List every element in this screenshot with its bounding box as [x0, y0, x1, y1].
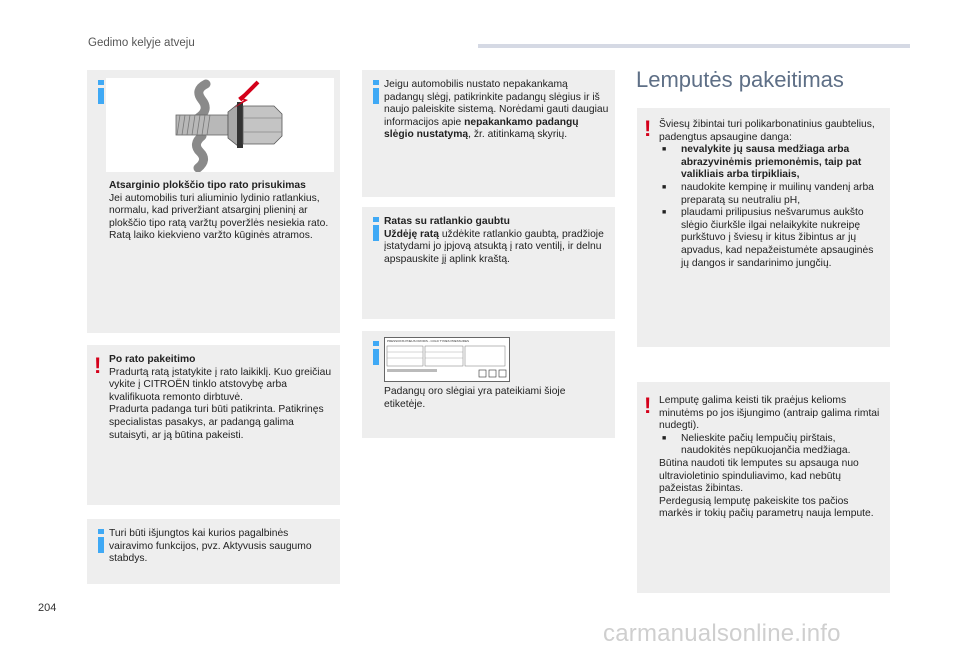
hubcap-body: uždėkite ratlankio gaubtą, pradžioje įstatydami jo įpjovą atsuktą į rato ventilį, ir delnu apspauskite jį aplink kraštą. — [384, 228, 604, 265]
warning-icon: ! — [644, 393, 652, 418]
tyre-label-box — [362, 331, 615, 438]
list-item-bold: nevalykite jų sausa medžiaga arba abrazyvinėmis priemonėmis, taip pat valikliais arba tirpikliais, — [681, 144, 862, 181]
info-icon — [95, 529, 109, 553]
list-item — [659, 207, 884, 270]
bulb-change-intro: Lemputę galima keisti tik praėjus kelioms minutėms po jos išjungimo (antraip galima rimtai nudegti). — [659, 395, 880, 432]
watermark: carmanualsonline.info — [603, 620, 841, 647]
page-number: 204 — [38, 602, 57, 614]
headlamp-care-box — [637, 108, 890, 347]
hubcap-title: Ratas su ratlankio gaubtu — [384, 216, 510, 227]
bulb-change-text3: Perdegusią lemputę pakeiskite tos pačios markės ir tokių pačių parametrų nauja lempute. — [659, 495, 874, 520]
wheel-bolt-body: Jei automobilis turi aliuminio lydinio ratlankius, normalu, kad priveržiant atsarginį plieninį ar plokščio tipo ratą varžtų poveržlės nesiekia rato. Ratą laiko kiekvieno varžto kūginės atramos. — [109, 192, 329, 242]
info-icon — [370, 217, 384, 241]
bulb-change-warning-text — [659, 395, 884, 521]
tyre-pressure-text-a: Jeigu automobilis nustato nepakankamą padangų slėgį, patikrinkite padangų slėgius ir iš naujo paleiskite sistemą. Norėdami gauti daugiau informacijos apie — [384, 79, 609, 128]
wheel-bolt-info-box — [87, 70, 340, 333]
hubcap-text — [384, 216, 609, 266]
list-item — [659, 433, 884, 458]
bolt-illustration — [106, 78, 334, 172]
bulb-change-text2: Būtina naudoti tik lemputes su apsauga nuo ultravioletinio spinduliavimo, kad nebūtų pažeistas žibintas. — [659, 457, 859, 495]
wheel-bolt-text — [109, 180, 334, 243]
after-wheel-change-text — [109, 354, 334, 442]
tyre-pressure-detection-box — [362, 70, 615, 197]
warning-icon: ! — [94, 353, 102, 378]
bulb-change-list — [659, 433, 884, 458]
hubcap-lead: Uždėję ratą — [384, 228, 439, 240]
hubcap-box — [362, 207, 615, 319]
tyre-pressure-text-b: , žr. atitinkamą skyrių. — [468, 129, 568, 141]
info-icon — [370, 341, 384, 365]
list-item-text: plaudami prilipusius nešvarumus aukšto slėgio čiurkšle ilgai nelaikykite nukreipę purkštuvo į šviesų ir kitus žibintus ar jų apvadus, kad nepažeistumėte apsauginės jų dangos ir sandarinimo jungčių. — [681, 207, 874, 269]
list-item — [659, 144, 884, 182]
headlamp-care-text — [659, 119, 884, 270]
headlamp-care-list — [659, 144, 884, 270]
info-icon — [370, 80, 384, 104]
after-wheel-change-body2: Pradurta padanga turi būti patikrinta. Patikrinęs specialistas pasakys, ar padangą galima sutaisyti, ar ją būtina pakeisti. — [109, 404, 324, 441]
tyre-label-header: PRESSIONS PNEUS FROIDS - COLD TYRES PRESSURES — [387, 339, 469, 343]
after-wheel-change-title: Po rato pakeitimo — [109, 354, 196, 365]
header-rule — [478, 44, 910, 48]
tyre-pressure-label-image — [384, 337, 510, 382]
list-item — [659, 182, 884, 207]
tyre-pressure-bold: nepakankamo padangų slėgio nustatymą — [384, 116, 579, 141]
headlamp-care-intro: Šviesų žibintai turi polikarbonatinius gaubtelius, padengtus apsaugine danga: — [659, 119, 875, 143]
list-item-text: Nelieskite pačių lempučių pirštais, naudokitės nepūkuojančia medžiaga. — [681, 432, 851, 457]
after-wheel-change-box — [87, 345, 340, 505]
tyre-pressure-detection-text — [384, 79, 609, 142]
running-header: Gedimo kelyje atveju — [88, 37, 195, 49]
driving-aids-box — [87, 519, 340, 584]
tyre-label-text: Padangų oro slėgiai yra pateikiami šioje etiketėje. — [384, 386, 566, 410]
wheel-bolt-title: Atsarginio plokščio tipo rato prisukimas — [109, 180, 306, 191]
section-title: Lemputės pakeitimas — [636, 67, 844, 92]
driving-aids-text: Turi būti išjungtos kai kurios pagalbinės vairavimo funkcijos, pvz. Aktyvusis saugumo stabdys. — [109, 528, 312, 565]
list-item-text: naudokite kempinę ir muilinų vandenį arba preparatą su neutraliu pH, — [681, 181, 874, 206]
after-wheel-change-body: Pradurtą ratą įstatykite į rato laikiklį. Kuo greičiau vykite į CITROËN tinklo atstovybę arba kvalifikuota remonto dirbtuvė. — [109, 366, 332, 403]
bulb-change-warning-box — [637, 382, 890, 593]
warning-icon: ! — [644, 116, 652, 141]
